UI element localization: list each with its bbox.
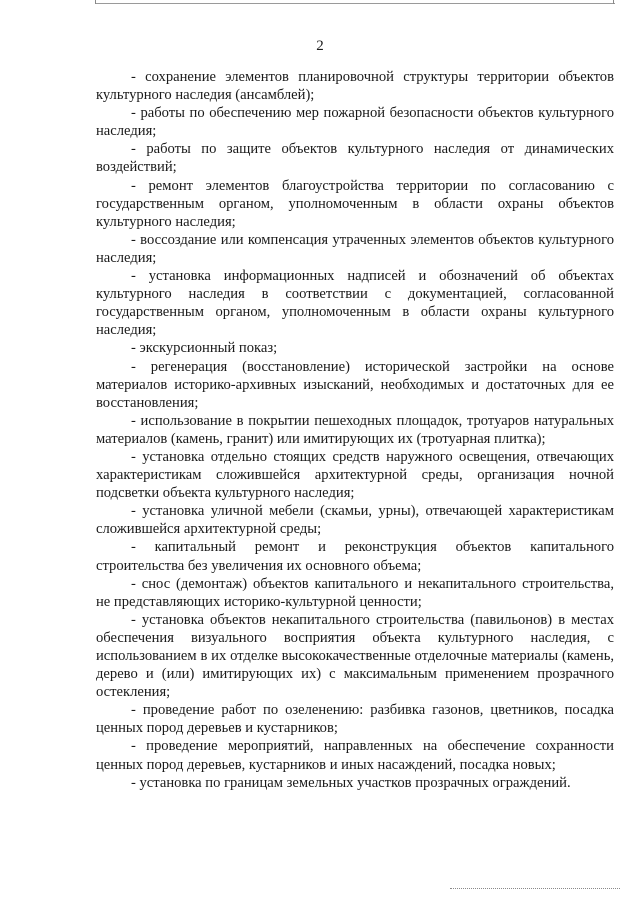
list-item: - работы по защите объектов культурного наследия от динамических воздействий; (96, 141, 614, 176)
list-item: - работы по обеспечению мер пожарной безопасности объектов культурного наследия; (96, 105, 614, 140)
scan-artifact-line (450, 888, 620, 893)
list-item: - проведение мероприятий, направленных на обеспечение сохранности ценных пород деревьев, кустарников и иных насаждений, посадка новых; (96, 738, 614, 773)
list-item: - установка информационных надписей и обозначений об объектах культурного наследия в соответствии с документацией, согласованной государственным органом, уполномоченным в области охраны культурного наследия; (96, 268, 614, 339)
list-item: - сохранение элементов планировочной структуры территории объектов культурного наследия (ансамблей); (96, 69, 614, 104)
list-item: - воссоздание или компенсация утраченных элементов объектов культурного наследия; (96, 231, 614, 266)
list-item: - установка объектов некапитального строительства (павильонов) в местах обеспечения визуального восприятия объекта культурного наследия, с использованием в их отделке высококачественные отделочные материалы (камень, дерево и (или) имитирующих их) с максимальным применением прозрачного остекления; (96, 611, 614, 701)
list-item: - проведение работ по озеленению: разбивка газонов, цветников, посадка ценных пород деревьев и кустарников; (96, 702, 614, 737)
list-item: - экскурсионный показ; (131, 340, 278, 357)
top-border-tick (613, 0, 614, 4)
list-item: - использование в покрытии пешеходных площадок, тротуаров натуральных материалов (камень, гранит) или имитирующих их (тротуарная плитка); (96, 412, 614, 447)
list-item: - установка уличной мебели (скамьи, урны), отвечающей характеристикам сложившейся архитектурной среды; (96, 503, 614, 538)
list-item: - установка отдельно стоящих средств наружного освещения, отвечающих характеристикам сложившейся архитектурной среды, организация ночной подсветки объекта культурного наследия; (96, 448, 614, 502)
page-number: 2 (316, 38, 324, 54)
list-item: - установка по границам земельных участков прозрачных ограждений. (131, 774, 571, 791)
list-item: - регенерация (восстановление) исторической застройки на основе материалов историко-архивных изысканий, необходимых и достаточных для ее восстановления; (96, 358, 614, 411)
list-item: - ремонт элементов благоустройства территории по согласованию с государственным органом, уполномоченным в области охраны объектов культурного наследия; (96, 177, 614, 230)
list-item: - снос (демонтаж) объектов капитального и некапитального строительства, не представляющих историко-культурной ценности; (96, 575, 614, 610)
list-item: - капитальный ремонт и реконструкция объектов капитального строительства без увеличения их основного объема; (96, 539, 614, 574)
top-border-tick (95, 0, 96, 4)
top-border-line (95, 3, 615, 4)
document-body (96, 68, 614, 792)
